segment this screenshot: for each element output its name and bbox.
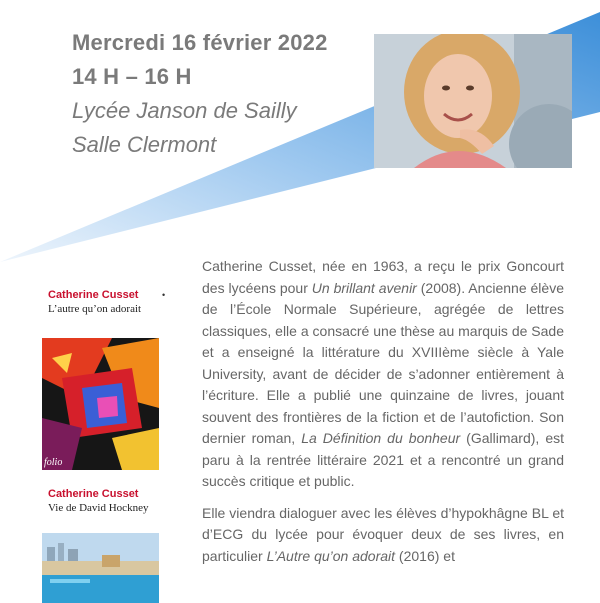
book1-author: Catherine Cusset bbox=[48, 289, 139, 301]
book1-cover bbox=[42, 338, 159, 470]
event-header bbox=[72, 26, 328, 162]
event-room: Salle Clermont bbox=[72, 132, 217, 157]
author-biography bbox=[202, 256, 564, 577]
event-venue: Lycée Janson de Sailly bbox=[72, 98, 297, 123]
book2-author: Catherine Cusset bbox=[48, 488, 139, 500]
book-title-italic: Un brillant avenir bbox=[311, 279, 417, 296]
book1-title: L’autre qu’on adorait bbox=[48, 303, 142, 315]
bullet-dot: • bbox=[162, 290, 166, 300]
book2-cover bbox=[42, 533, 159, 603]
bio-paragraph-2: Elle viendra dialoguer avec les élèves d’hypokhâgne BL et d’ECG du lycée pour évoquer deux de ses livres, en particulier L’Autre qu’on adorait (2016) et bbox=[202, 504, 564, 564]
event-date: Mercredi 16 février 2022 bbox=[72, 30, 328, 55]
author-portrait bbox=[374, 34, 572, 168]
book-title-italic: La Définition du bonheur bbox=[301, 430, 461, 446]
bio-paragraph-1: Catherine Cusset, née en 1963, a reçu le prix Goncourt des lycéens pour Un brillant avenir (2008). Ancienne élève de l’École Normale Supérieure, agrégée de lettres classiques, elle a consacré une thèse au marquis de Sade et a enseigné la littérature du XVIIIème siècle à Yale University, avant de décider de s’adonner entièrement à l’écriture. Elle a publié une quinzaine de livres, jouant souvent des frontières de la fiction et de l’autofiction. Son dernier roman, La Définition du bonheur (Gallimard), est paru à la rentrée littéraire 2021 et a rencontré un grand succès critique et public. bbox=[202, 258, 564, 489]
event-time: 14 H – 16 H bbox=[72, 64, 192, 89]
publisher-logo: folio bbox=[44, 457, 63, 468]
book2-title: Vie de David Hockney bbox=[48, 502, 149, 514]
book-title-italic: L’Autre qu’on adorait bbox=[266, 547, 396, 564]
